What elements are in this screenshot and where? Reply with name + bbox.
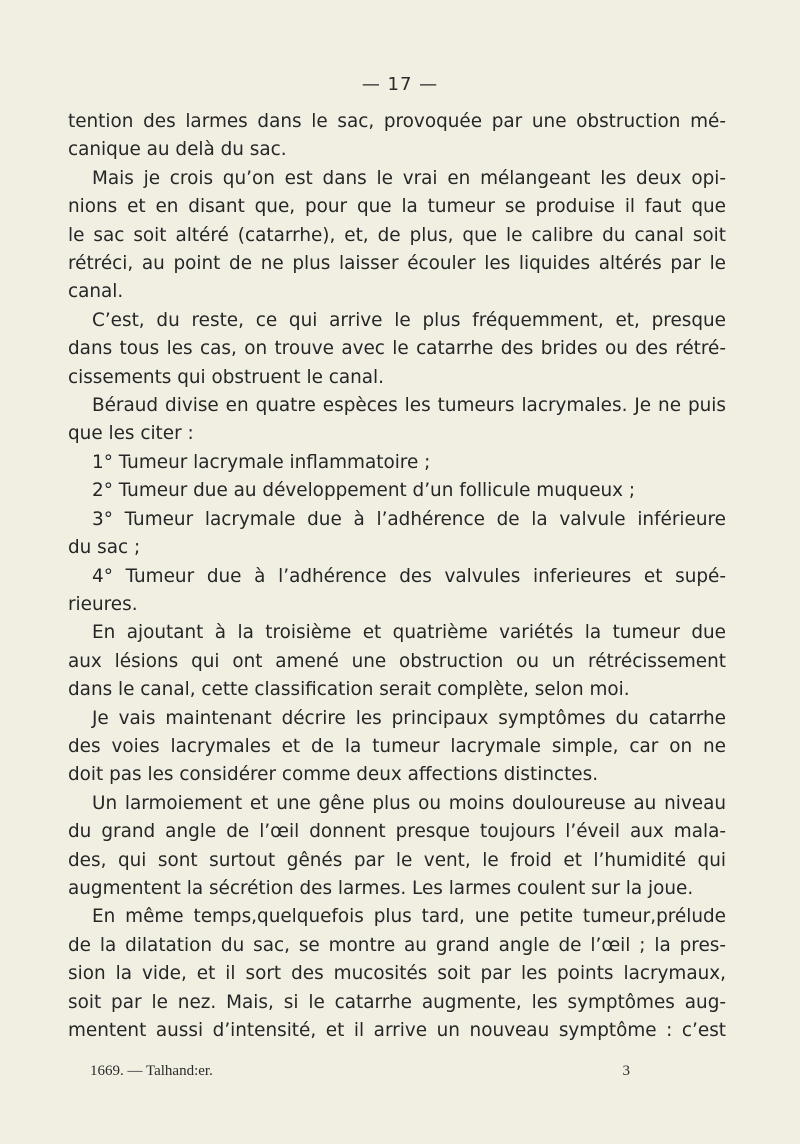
footer-sheet-number: 3 <box>622 1063 630 1079</box>
text-line: C’est, du reste, ce qui arrive le plus fréquemment, et, presque <box>92 309 726 331</box>
text-line: canique au delà du sac. <box>68 139 287 161</box>
text-line: des, qui sont surtout gênés par le vent, le froid et l’humidité qui <box>68 849 726 871</box>
text-line: nions et en disant que, pour que la tumeur se produise il faut que <box>68 196 726 218</box>
page-footer <box>90 1063 630 1080</box>
text-line: Mais je crois qu’on est dans le vrai en mélangeant les deux opi- <box>92 167 726 189</box>
text-line: doit pas les considérer comme deux affections distinctes. <box>68 764 599 786</box>
text-line: Un larmoiement et une gêne plus ou moins douloureuse au niveau <box>92 792 726 814</box>
text-line: des voies lacrymales et de la tumeur lacrymale simple, car on ne <box>68 735 726 757</box>
text-line: tention des larmes dans le sac, provoquée par une obstruction mé- <box>68 111 726 132</box>
text-line: En ajoutant à la troisième et quatrième variétés la tumeur due <box>92 622 726 644</box>
text-line: canal. <box>68 281 124 303</box>
text-line: 2° Tumeur due au développement d’un follicule muqueux ; <box>92 480 636 502</box>
text-line: Je vais maintenant décrire les principaux symptômes du catarrhe <box>92 707 726 729</box>
text-line: soit par le nez. Mais, si le catarrhe augmente, les symptômes aug- <box>68 991 726 1013</box>
text-line: dans tous les cas, on trouve avec le catarrhe des brides ou des rétré- <box>68 338 726 360</box>
text-line: rieures. <box>68 593 138 615</box>
text-line: le sac soit altéré (catarrhe), et, de plus, que le calibre du canal soit <box>68 224 726 246</box>
page-number: — 17 — <box>361 74 439 95</box>
text-line: cissements qui obstruent le canal. <box>68 366 384 388</box>
text-line: En même temps,quelquefois plus tard, une petite tumeur,prélude <box>92 906 726 928</box>
footer-signature: 1669. — Talhand:er. <box>90 1063 213 1079</box>
text-line: dans le canal, cette classification serait complète, selon moi. <box>68 679 630 701</box>
text-line: du grand angle de l’œil donnent presque toujours l’éveil aux mala- <box>68 821 726 843</box>
text-line: 1° Tumeur lacrymale inflammatoire ; <box>92 451 431 473</box>
text-line: Béraud divise en quatre espèces les tumeurs lacrymales. Je ne puis <box>92 395 726 417</box>
text-line: du sac ; <box>68 537 141 559</box>
text-line: rétréci, au point de ne plus laisser écouler les liquides altérés par le <box>68 253 726 275</box>
body-text <box>68 108 726 1045</box>
text-line: sion la vide, et il sort des mucosités soit par les points lacrymaux, <box>68 963 726 985</box>
text-line: 3° Tumeur lacrymale due à l’adhérence de la valvule inférieure <box>92 508 726 530</box>
text-line: aux lésions qui ont amené une obstruction ou un rétrécissement <box>68 650 726 672</box>
text-line: augmentent la sécrétion des larmes. Les larmes coulent sur la joue. <box>68 877 694 899</box>
text-line: que les citer : <box>68 423 194 445</box>
text-line: de la dilatation du sac, se montre au grand angle de l’œil ; la pres- <box>68 934 726 956</box>
text-line: 4° Tumeur due à l’adhérence des valvules inferieures et supé- <box>92 565 726 587</box>
text-line: mentent aussi d’intensité, et il arrive un nouveau symptôme : c’est <box>68 1020 726 1041</box>
